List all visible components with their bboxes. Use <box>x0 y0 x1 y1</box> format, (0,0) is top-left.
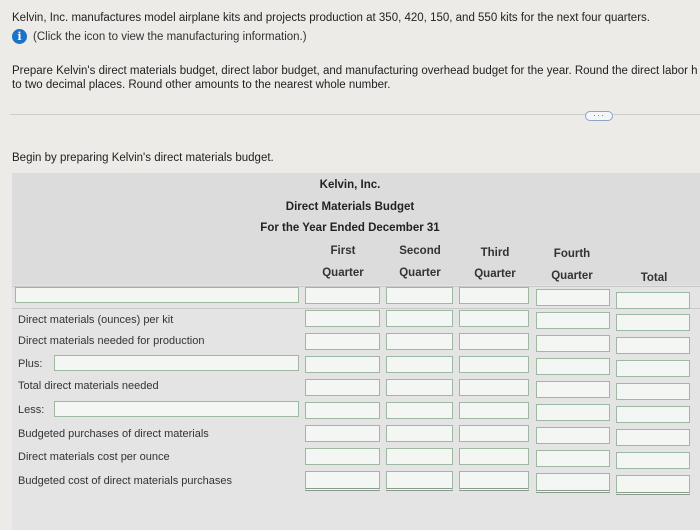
col-header-second-line1: Second <box>399 245 441 257</box>
row-label-cost-per-ounce: Direct materials cost per ounce <box>18 451 170 463</box>
cell-r7-q3[interactable] <box>459 448 529 465</box>
less-label-input[interactable] <box>54 401 299 417</box>
cell-r6-q4[interactable] <box>536 427 610 444</box>
budget-title: Direct Materials Budget <box>285 201 415 213</box>
cell-r4-q4[interactable] <box>536 381 610 398</box>
cell-r7-q4[interactable] <box>536 450 610 467</box>
info-link[interactable]: (Click the icon to view the manufacturing information.) <box>33 30 307 43</box>
cell-r2-q1[interactable] <box>305 333 380 350</box>
instructions: Prepare Kelvin's direct materials budget, direct labor budget, and manufacturing overhead budget for the year. Round the direct labor h to two decimal places. Round other amounts to the nearest whole number. <box>12 65 698 91</box>
row-label-total-needed: Total direct materials needed <box>18 380 159 392</box>
cell-r6-q2[interactable] <box>386 425 453 442</box>
cell-r7-q1[interactable] <box>305 448 380 465</box>
problem-intro: Kelvin, Inc. manufactures model airplane kits and projects production at 350, 420, 150, and 550 kits for the next four quarters. <box>12 12 650 24</box>
cell-r1-q1[interactable] <box>305 310 380 327</box>
cell-r8-q3[interactable] <box>459 471 529 491</box>
col-header-total: Total <box>640 272 668 284</box>
cell-r8-total[interactable] <box>616 475 690 495</box>
cell-r8-q4[interactable] <box>536 473 610 493</box>
cell-r5-total[interactable] <box>616 406 690 423</box>
budget-period: For the Year Ended December 31 <box>260 222 440 234</box>
cell-r3-q3[interactable] <box>459 356 529 373</box>
row-label-budgeted-cost: Budgeted cost of direct materials purchases <box>18 475 233 487</box>
row-label-less: Less: <box>18 404 45 416</box>
begin-instruction: Begin by preparing Kelvin's direct materials budget. <box>12 152 274 164</box>
cell-r0-q2[interactable] <box>386 287 453 304</box>
cell-r2-q4[interactable] <box>536 335 610 352</box>
cell-r1-q4[interactable] <box>536 312 610 329</box>
row-separator <box>12 308 700 309</box>
cell-r6-q3[interactable] <box>459 425 529 442</box>
cell-r5-q4[interactable] <box>536 404 610 421</box>
col-header-third-line1: Third <box>480 247 510 259</box>
cell-r5-q1[interactable] <box>305 402 380 419</box>
col-header-first-line2: Quarter <box>322 267 364 279</box>
cell-r4-q1[interactable] <box>305 379 380 396</box>
row-label-dm-per-kit: Direct materials (ounces) per kit <box>18 314 174 326</box>
cell-r3-total[interactable] <box>616 360 690 377</box>
cell-r0-q1[interactable] <box>305 287 380 304</box>
col-header-fourth-line2: Quarter <box>551 270 593 282</box>
cell-r3-q1[interactable] <box>305 356 380 373</box>
cell-r2-q3[interactable] <box>459 333 529 350</box>
more-dots-icon[interactable]: ··· <box>585 111 613 121</box>
cell-r8-q2[interactable] <box>386 471 453 491</box>
cell-r5-q3[interactable] <box>459 402 529 419</box>
cell-r1-total[interactable] <box>616 314 690 331</box>
cell-r6-q1[interactable] <box>305 425 380 442</box>
col-header-fourth-line1: Fourth <box>553 248 591 260</box>
cell-r7-total[interactable] <box>616 452 690 469</box>
company-name: Kelvin, Inc. <box>319 179 381 191</box>
cell-r3-q4[interactable] <box>536 358 610 375</box>
cell-r3-q2[interactable] <box>386 356 453 373</box>
cell-r2-total[interactable] <box>616 337 690 354</box>
cell-r1-q2[interactable] <box>386 310 453 327</box>
cell-r0-total[interactable] <box>616 292 690 309</box>
plus-label-input[interactable] <box>54 355 299 371</box>
cell-r4-q3[interactable] <box>459 379 529 396</box>
info-row[interactable] <box>12 29 307 44</box>
cell-r7-q2[interactable] <box>386 448 453 465</box>
col-header-second-line2: Quarter <box>399 267 441 279</box>
cell-r5-q2[interactable] <box>386 402 453 419</box>
cell-r4-q2[interactable] <box>386 379 453 396</box>
cell-r1-q3[interactable] <box>459 310 529 327</box>
cell-r2-q2[interactable] <box>386 333 453 350</box>
cell-r6-total[interactable] <box>616 429 690 446</box>
row-label-dm-needed: Direct materials needed for production <box>18 335 205 347</box>
cell-r0-q4[interactable] <box>536 289 610 306</box>
cell-r0-q3[interactable] <box>459 287 529 304</box>
row-label-plus: Plus: <box>18 358 43 370</box>
col-header-third-line2: Quarter <box>474 268 516 280</box>
cell-r8-q1[interactable] <box>305 471 380 491</box>
col-header-first-line1: First <box>330 245 356 257</box>
row-label-budgeted-purchases: Budgeted purchases of direct materials <box>18 428 209 440</box>
cell-r4-total[interactable] <box>616 383 690 400</box>
info-icon[interactable]: i <box>12 29 27 44</box>
first-row-label-input[interactable] <box>15 287 299 303</box>
